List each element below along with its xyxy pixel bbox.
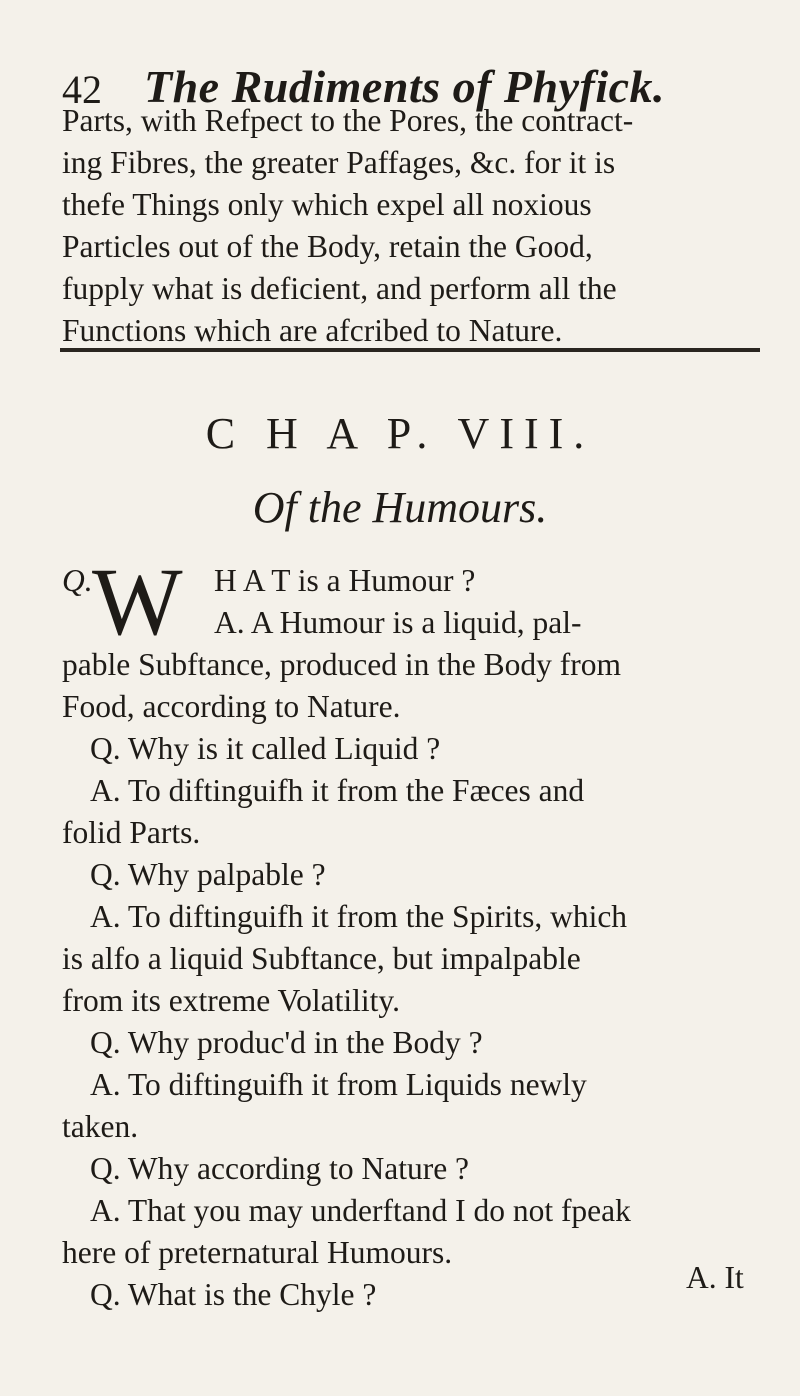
text-line: folid Parts. [62, 815, 201, 850]
text-line: A. A Humour is a liquid, pal- [214, 605, 582, 640]
answer-line: A. To diftinguifh it from the Fæces and [90, 773, 585, 808]
answer-line: A. To diftinguifh it from the Spirits, which [90, 899, 628, 934]
catechism-section [62, 548, 762, 1316]
text-line: Food, according to Nature. [62, 689, 401, 724]
question-line: Q. Why according to Nature ? [90, 1151, 470, 1186]
section-divider [60, 348, 760, 352]
page-number: 42 [62, 67, 102, 112]
question-mark-label: Q. [62, 563, 93, 598]
text-line: fupply what is deficient, and perform all the [62, 271, 617, 306]
drop-cap: W [92, 548, 183, 655]
text-line: thefe Things only which expel all noxious [62, 187, 592, 222]
text-line: taken. [62, 1109, 139, 1144]
text-line: from its extreme Volatility. [62, 983, 400, 1018]
text-line: ing Fibres, the greater Paffages, &c. for it is [62, 145, 616, 180]
question-line: Q. Why is it called Liquid ? [90, 731, 441, 766]
text-line: is alfo a liquid Subftance, but impalpable [62, 941, 581, 976]
intro-paragraph [62, 100, 762, 352]
question-line: Q. Why palpable ? [90, 857, 326, 892]
catchword: A. It [686, 1260, 744, 1295]
text-line: H A T is a Humour ? [214, 563, 476, 598]
text-line: pable Subftance, produced in the Body from [62, 647, 621, 682]
question-line: Q. Why produc'd in the Body ? [90, 1025, 483, 1060]
text-line: Particles out of the Body, retain the Good, [62, 229, 593, 264]
answer-line: A. That you may underftand I do not fpeak [90, 1193, 631, 1228]
text-line: Parts, with Refpect to the Pores, the contract- [62, 103, 634, 138]
chapter-title: Of the Humours. [252, 483, 548, 532]
chapter-heading: C H A P. VIII. [205, 409, 595, 458]
text-line: here of preternatural Humours. [62, 1235, 453, 1270]
answer-line: A. To diftinguifh it from Liquids newly [90, 1067, 587, 1102]
question-line: Q. What is the Chyle ? [90, 1277, 377, 1312]
running-title: The Rudiments of Phyfick. [144, 61, 666, 112]
opening-question [62, 548, 762, 655]
text-line: Functions which are afcribed to Nature. [62, 313, 563, 348]
